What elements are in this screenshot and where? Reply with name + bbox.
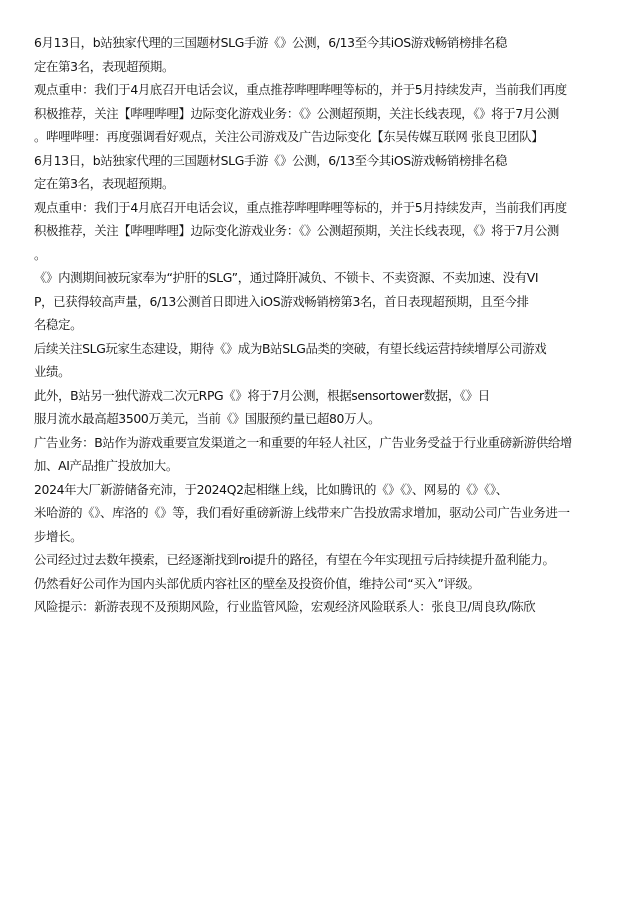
text-line: 加、AI产品推广投放加大。 — [34, 458, 178, 473]
text-line: 定在第3名，表现超预期。 — [34, 58, 174, 74]
text-line: P，已获得较高声量，6/13公测首日即进入iOS游戏畅销榜第3名，首日表现超预期，且至今排 — [34, 293, 529, 309]
text-line: 积极推荐，关注【哔哩哔哩】边际变化游戏业务：《》公测超预期，关注长线表现，《》将于7月公测 — [34, 223, 559, 238]
text-line: 观点重申：我们于4月底召开电话会议，重点推荐哔哩哔哩等标的，并于5月持续发声，当前我们再度 — [34, 199, 567, 215]
text-line: 业绩。 — [34, 364, 71, 379]
text-line: 。 — [34, 246, 47, 262]
text-line: 6月13日，b站独家代理的三国题材SLG手游《》公测，6/13至今其iOS游戏畅销榜排名稳 — [34, 35, 508, 50]
text-line: 定在第3名，表现超预期。 — [34, 176, 174, 191]
text-line: 米哈游的《》、库洛的《》等，我们看好重磅新游上线带来广告投放需求增加，驱动公司广告业务进一 — [34, 505, 570, 520]
text-line: 《》内测期间被玩家奉为“护肝的SLG”，通过降肝减负、不锁卡、不卖资源、不卖加速、没有VI — [34, 270, 539, 285]
text-line: 仍然看好公司作为国内头部优质内容社区的壁垒及投资价值，维持公司“买入”评级。 — [34, 575, 480, 591]
document-body — [34, 31, 614, 619]
text-line: 后续关注SLG玩家生态建设，期待《》成为B站SLG品类的突破，有望长线运营持续增厚公司游戏 — [34, 340, 547, 356]
text-line: 此外，B站另一独代游戏二次元RPG《》将于7月公测，根据sensortower数据，《》日 — [34, 387, 490, 403]
text-line: 风险提示：新游表现不及预期风险，行业监管风险，宏观经济风险联系人：张良卫/周良玖/陈欣 — [34, 599, 536, 614]
text-line: 积极推荐，关注【哔哩哔哩】边际变化游戏业务：《》公测超预期，关注长线表现，《》将于7月公测 — [34, 105, 559, 121]
text-line: 观点重申：我们于4月底召开电话会议，重点推荐哔哩哔哩等标的，并于5月持续发声，当前我们再度 — [34, 82, 567, 97]
text-line: 名稳定。 — [34, 317, 83, 332]
text-line: 6月13日，b站独家代理的三国题材SLG手游《》公测，6/13至今其iOS游戏畅销榜排名稳 — [34, 152, 508, 168]
text-line: 。哔哩哔哩：再度强调看好观点，关注公司游戏及广告边际变化【东吴传媒互联网 张良卫团队】 — [34, 129, 544, 144]
text-line: 服月流水最高超3500万美元，当前《》国服预约量已超80万人。 — [34, 411, 381, 426]
text-line: 公司经过过去数年摸索，已经逐渐找到roi提升的路径，有望在今年实现扭亏后持续提升盈利能力。 — [34, 552, 555, 567]
text-line: 步增长。 — [34, 528, 83, 544]
text-line: 2024年大厂新游储备充沛，于2024Q2起相继上线，比如腾讯的《》《》、网易的《》《》、 — [34, 481, 508, 497]
text-line: 广告业务：B站作为游戏重要宣发渠道之一和重要的年轻人社区，广告业务受益于行业重磅新游供给增 — [34, 434, 572, 450]
